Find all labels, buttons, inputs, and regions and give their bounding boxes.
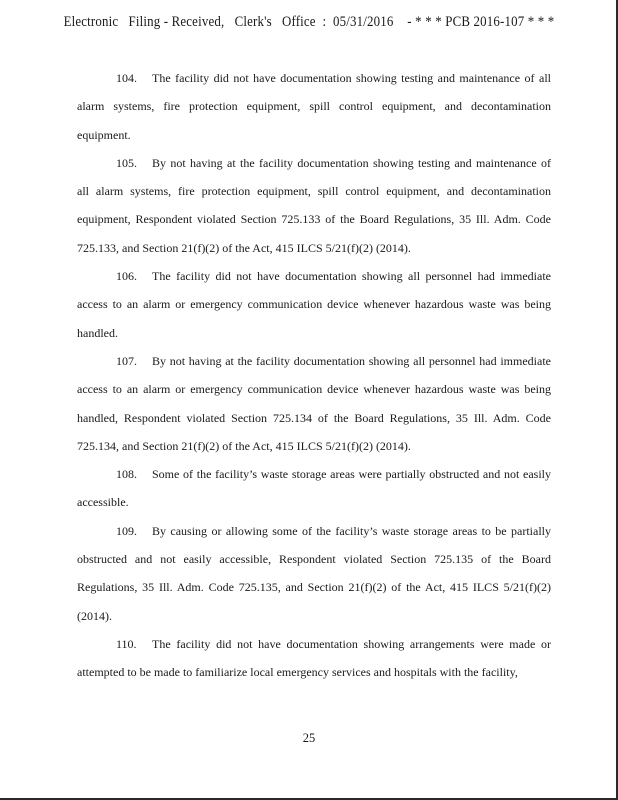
filing-stamp-header	[43, 14, 574, 31]
paragraph-text: The facility did not have documentation showing testing and maintenance of all alarm systems, fire protection equipment, spill control equipment, and decontamination equipment.	[77, 71, 551, 142]
paragraph-105	[77, 149, 551, 262]
case-number-stamp: - * * * PCB 2016-107 * * *	[407, 14, 555, 30]
paragraph-number: 107.	[116, 353, 137, 368]
page-number: 25	[302, 731, 316, 745]
paragraph-number: 108.	[116, 467, 137, 482]
paragraph-number: 106.	[116, 269, 137, 284]
paragraph-text: Some of the facility’s waste storage areas were partially obstructed and not easily accessible.	[77, 467, 551, 510]
paragraph-108	[77, 460, 551, 517]
paragraph-text: The facility did not have documentation showing all personnel had immediate access to an alarm or emergency communication device whenever hazardous waste was being handled.	[77, 269, 551, 340]
paragraph-number: 109.	[116, 523, 137, 538]
paragraph-number: 105.	[116, 155, 137, 170]
paragraph-109	[77, 517, 551, 630]
paragraph-number: 110.	[116, 636, 137, 651]
paragraph-text: By not having at the facility documentation showing testing and maintenance of all alarm systems, fire protection equipment, spill control equipment, and decontamination equipment, Respondent violated Section 725.133 of the Board Regulations, 35 Ill. Adm. Code 725.133, and Section 21(f)(2) of the Act, 415 ILCS 5/21(f)(2) (2014).	[77, 155, 551, 255]
paragraph-104	[77, 64, 551, 149]
paragraph-106	[77, 262, 551, 347]
paragraph-text: The facility did not have documentation showing arrangements were made or attempted to be made to familiarize local emergency services and hospitals with the facility,	[77, 636, 551, 680]
paragraph-110	[77, 630, 551, 687]
paragraph-text: By causing or allowing some of the facility’s waste storage areas to be partially obstructed and not easily accessible, Respondent violated Section 725.135 of the Board Regulations, 35 Ill. Adm. Code 725.135, and Section 21(f)(2) of the Act, 415 ILCS 5/21(f)(2) (2014).	[77, 523, 551, 623]
paragraph-number: 104.	[116, 71, 137, 85]
paragraph-107	[77, 347, 551, 460]
filing-stamp-text: Electronic Filing - Received, Clerk's Office : 05/31/2016	[63, 14, 394, 30]
document-body	[77, 64, 551, 687]
paragraph-text: By not having at the facility documentation showing all personnel had immediate access to an alarm or emergency communication device whenever hazardous waste was being handled, Respondent violated Section 725.134 of the Board Regulations, 35 Ill. Adm. Code 725.134, and Section 21(f)(2) of the Act, 415 ILCS 5/21(f)(2) (2014).	[77, 353, 551, 453]
